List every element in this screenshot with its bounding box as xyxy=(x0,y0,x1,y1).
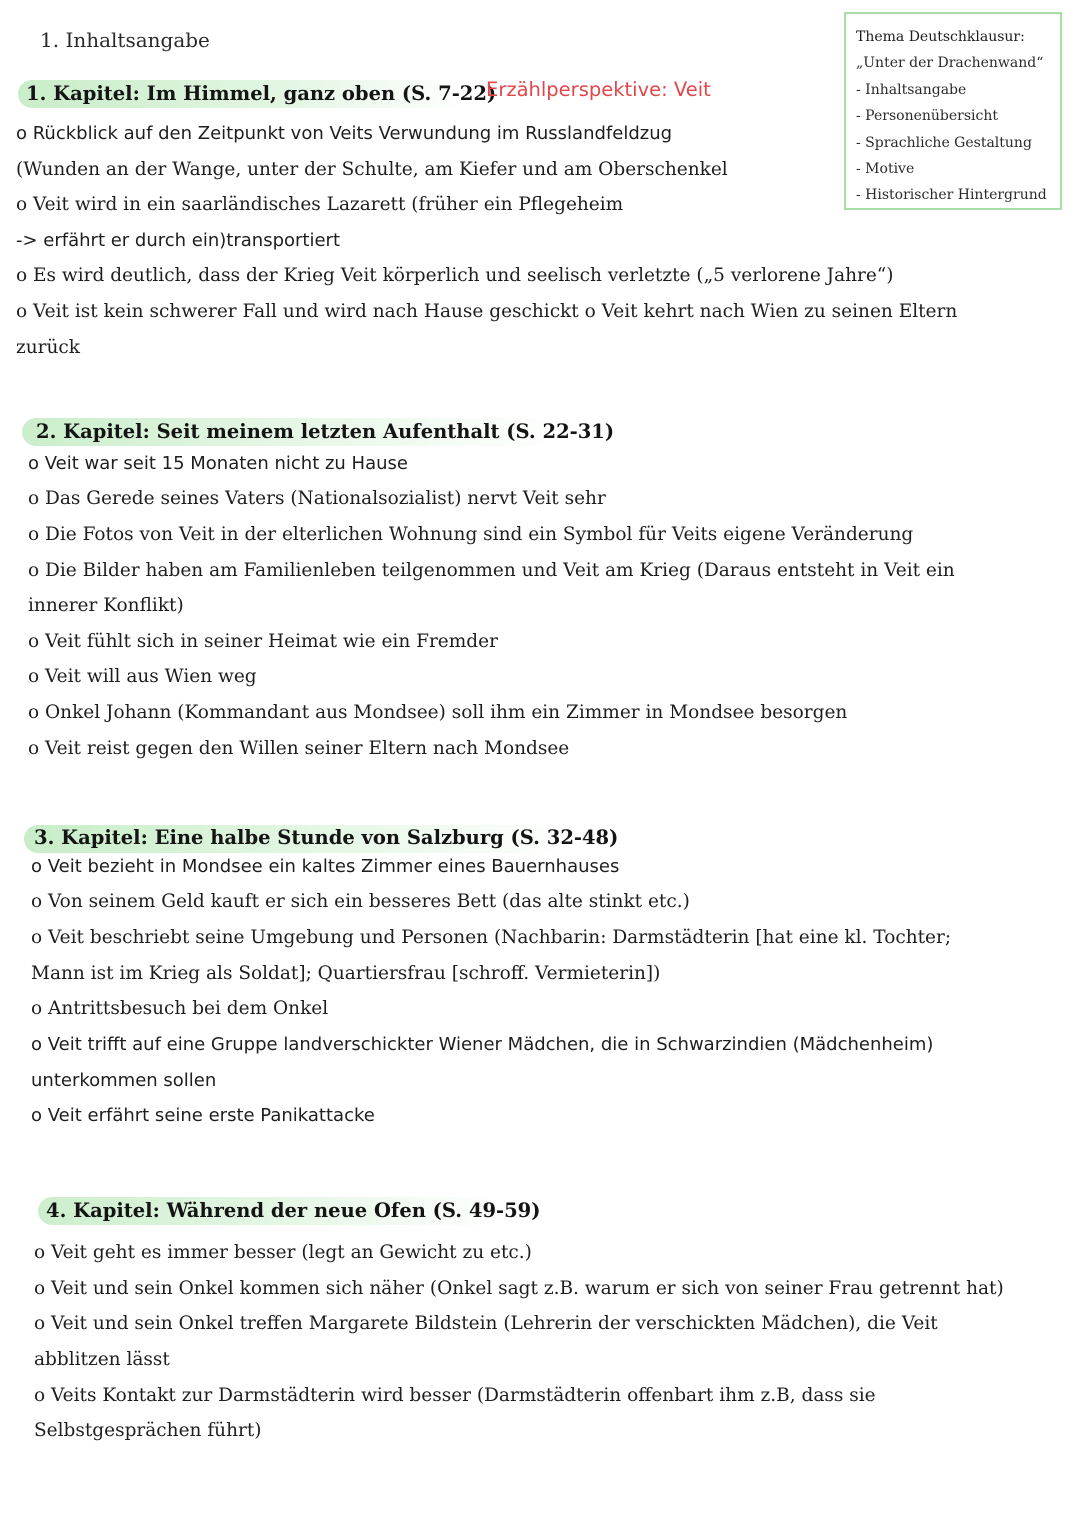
topic-box xyxy=(844,12,1062,210)
chapter-4-line: Selbstgesprächen führt) xyxy=(34,1420,262,1441)
chapter-3-line: unterkommen sollen xyxy=(31,1070,217,1091)
topic-box-item: - Inhaltsangabe xyxy=(856,81,967,98)
topic-box-item: - Personenübersicht xyxy=(856,108,998,125)
chapter-2-heading: 2. Kapitel: Seit meinem letzten Aufenthalt (S. 22-31) xyxy=(36,420,615,443)
chapter-1-line: o Es wird deutlich, dass der Krieg Veit körperlich und seelisch verletzte („5 verlorene Jahre“) xyxy=(16,265,894,286)
chapter-1-line: zurück xyxy=(16,337,80,358)
narrative-perspective: Erzählperspektive: Veit xyxy=(486,78,711,101)
chapter-1-line: (Wunden an der Wange, unter der Schulte, am Kiefer und am Oberschenkel xyxy=(16,159,728,180)
chapter-4-line: o Veits Kontakt zur Darmstädterin wird besser (Darmstädterin offenbart ihm z.B, dass sie xyxy=(34,1385,876,1406)
topic-box-item: - Motive xyxy=(856,161,915,178)
chapter-4-line: o Veit und sein Onkel kommen sich näher (Onkel sagt z.B. warum er sich von seiner Frau getrennt hat) xyxy=(34,1278,1004,1299)
topic-box-subtitle: „Unter der Drachenwand“ xyxy=(856,55,1044,72)
chapter-3-line: o Veit trifft auf eine Gruppe landverschickter Wiener Mädchen, die in Schwarzindien (Mädchenheim) xyxy=(31,1034,934,1055)
chapter-2-line: o Die Bilder haben am Familienleben teilgenommen und Veit am Krieg (Daraus entsteht in Veit ein xyxy=(28,560,955,581)
chapter-3-line: o Veit bezieht in Mondsee ein kaltes Zimmer eines Bauernhauses xyxy=(31,856,620,877)
chapter-3-line: o Veit beschriebt seine Umgebung und Personen (Nachbarin: Darmstädterin [hat eine kl. Tochter; xyxy=(31,927,952,948)
chapter-1-line: o Veit ist kein schwerer Fall und wird nach Hause geschickt o Veit kehrt nach Wien zu seinen Eltern xyxy=(16,301,958,322)
chapter-4-line: o Veit und sein Onkel treffen Margarete Bildstein (Lehrerin der verschickten Mädchen), die Veit xyxy=(34,1313,938,1334)
chapter-1-line: -> erfährt er durch ein)transportiert xyxy=(16,230,340,251)
chapter-2-line: o Die Fotos von Veit in der elterlichen Wohnung sind ein Symbol für Veits eigene Veränderung xyxy=(28,524,914,545)
chapter-2-line: o Veit reist gegen den Willen seiner Eltern nach Mondsee xyxy=(28,738,570,759)
topic-box-item: - Sprachliche Gestaltung xyxy=(856,134,1032,151)
chapter-4-line: abblitzen lässt xyxy=(34,1349,170,1370)
chapter-1-line: o Veit wird in ein saarländisches Lazarett (früher ein Pflegeheim xyxy=(16,194,624,215)
chapter-3-heading: 3. Kapitel: Eine halbe Stunde von Salzburg (S. 32-48) xyxy=(34,826,619,849)
chapter-2-line: o Veit will aus Wien weg xyxy=(28,666,257,687)
chapter-4-line: o Veit geht es immer besser (legt an Gewicht zu etc.) xyxy=(34,1242,532,1263)
chapter-2-line: innerer Konflikt) xyxy=(28,595,184,616)
topic-box-item: - Historischer Hintergrund xyxy=(856,187,1047,204)
document-title: 1. Inhaltsangabe xyxy=(40,28,210,52)
topic-box-title: Thema Deutschklausur: xyxy=(856,29,1025,45)
chapter-3-line: o Von seinem Geld kauft er sich ein besseres Bett (das alte stinkt etc.) xyxy=(31,891,690,912)
chapter-2-line: o Onkel Johann (Kommandant aus Mondsee) soll ihm ein Zimmer in Mondsee besorgen xyxy=(28,702,848,723)
chapter-2-line: o Veit war seit 15 Monaten nicht zu Hause xyxy=(28,453,408,474)
chapter-1-heading: 1. Kapitel: Im Himmel, ganz oben (S. 7-22) xyxy=(26,82,497,105)
chapter-2-line: o Veit fühlt sich in seiner Heimat wie ein Fremder xyxy=(28,631,498,652)
chapter-4-heading: 4. Kapitel: Während der neue Ofen (S. 49-59) xyxy=(46,1199,541,1222)
chapter-3-line: Mann ist im Krieg als Soldat]; Quartiersfrau [schroff. Vermieterin]) xyxy=(31,963,661,984)
chapter-3-line: o Veit erfährt seine erste Panikattacke xyxy=(31,1105,375,1126)
chapter-1-line: o Rückblick auf den Zeitpunkt von Veits Verwundung im Russlandfeldzug xyxy=(16,123,673,144)
chapter-2-line: o Das Gerede seines Vaters (Nationalsozialist) nervt Veit sehr xyxy=(28,488,606,509)
chapter-3-line: o Antrittsbesuch bei dem Onkel xyxy=(31,998,329,1019)
